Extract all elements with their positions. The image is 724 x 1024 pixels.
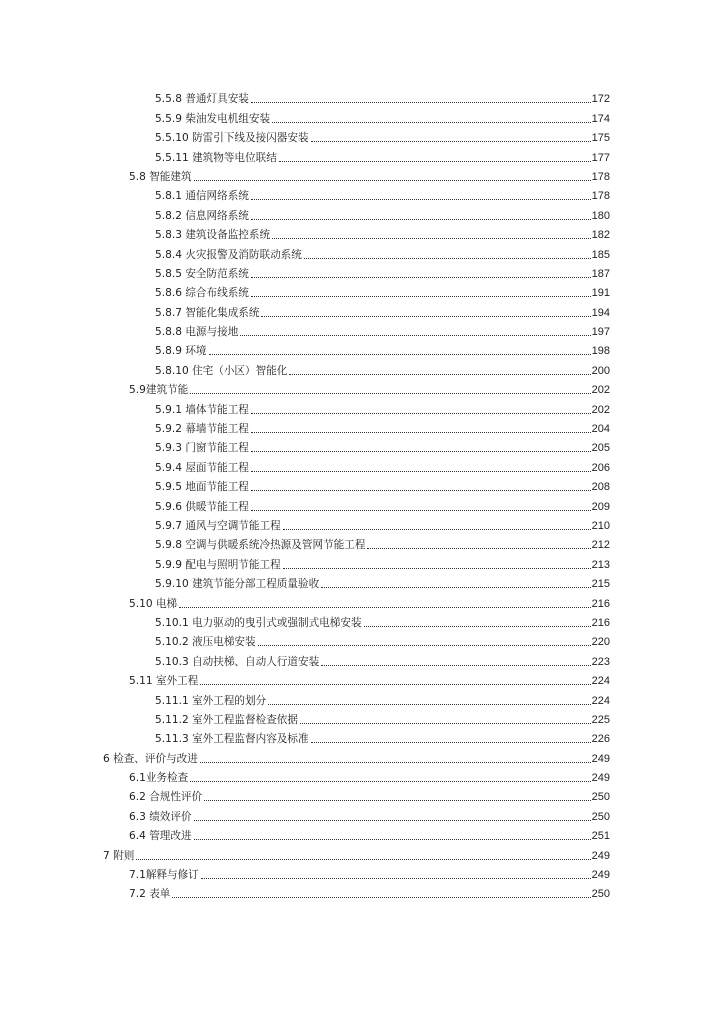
toc-entry[interactable] [155,727,610,746]
toc-leader-dots [304,258,591,259]
toc-entry-page-number: 224 [591,675,610,688]
toc-entry-label: 5.8.9 环境 [155,345,207,358]
toc-entry-label: 5.8.8 电源与接地 [155,326,239,339]
toc-entry-label: 5.9.1 墙体节能工程 [155,403,249,416]
toc-leader-dots [268,704,590,705]
toc-entry-label: 5.11.2 室外工程监督检查依据 [155,713,298,726]
toc-entry[interactable] [155,552,610,571]
toc-leader-dots [251,102,591,103]
toc-entry-label: 5.10.3 自动扶梯、自动人行道安装 [155,655,320,668]
toc-entry-label: 6.2 合规性评价 [129,791,203,804]
toc-entry-label: 5.8.4 火灾报警及消防联动系统 [155,248,302,261]
toc-entry[interactable] [129,785,610,804]
toc-leader-dots [279,161,591,162]
toc-leader-dots [251,219,591,220]
toc-entry-label: 5.8.6 综合布线系统 [155,287,249,300]
toc-leader-dots [251,510,591,511]
toc-entry-label: 5.9.5 地面节能工程 [155,481,249,494]
toc-entry[interactable] [155,688,610,707]
toc-entry[interactable] [155,630,610,649]
toc-entry-page-number: 182 [591,229,610,242]
toc-leader-dots [209,354,591,355]
toc-entry-page-number: 200 [591,364,610,377]
toc-entry-page-number: 251 [591,830,610,843]
toc-entry[interactable] [155,87,610,106]
toc-entry-page-number: 226 [591,733,610,746]
toc-entry[interactable] [103,843,610,862]
toc-entry-page-number: 216 [591,616,610,629]
toc-entry[interactable] [155,436,610,455]
toc-leader-dots [240,335,590,336]
toc-entry-page-number: 185 [591,248,610,261]
toc-entry[interactable] [155,611,610,630]
toc-entry-page-number: 208 [591,481,610,494]
toc-entry-label: 5.5.11 建筑物等电位联结 [155,151,277,164]
toc-entry-label: 5.9.3 门窗节能工程 [155,442,249,455]
toc-entry-label: 5.11.1 室外工程的划分 [155,694,267,707]
toc-entry-page-number: 220 [591,636,610,649]
toc-entry-label: 5.11 室外工程 [129,675,199,688]
toc-entry[interactable] [155,145,610,164]
toc-leader-dots [261,316,590,317]
toc-entry[interactable] [129,378,610,397]
toc-entry-page-number: 215 [591,578,610,591]
toc-entry-page-number: 209 [591,500,610,513]
toc-entry[interactable] [155,339,610,358]
toc-leader-dots [194,820,591,821]
toc-entry[interactable] [103,746,610,765]
toc-entry-page-number: 180 [591,209,610,222]
toc-entry[interactable] [155,106,610,125]
toc-entry-label: 5.9.9 配电与照明节能工程 [155,558,281,571]
toc-entry-label: 5.9.6 供暖节能工程 [155,500,249,513]
toc-leader-dots [136,859,590,860]
toc-entry-label: 5.9.7 通风与空调节能工程 [155,519,281,532]
toc-leader-dots [321,587,590,588]
toc-leader-dots [204,800,590,801]
toc-entry-page-number: 194 [591,306,610,319]
toc-entry[interactable] [155,494,610,513]
toc-entry[interactable] [155,262,610,281]
toc-entry-page-number: 223 [591,655,610,668]
toc-entry[interactable] [155,203,610,222]
toc-entry[interactable] [155,320,610,339]
toc-entry[interactable] [129,804,610,823]
toc-leader-dots [251,199,591,200]
toc-entry[interactable] [155,397,610,416]
toc-entry-label: 5.8.2 信息网络系统 [155,209,249,222]
toc-entry[interactable] [155,126,610,145]
table-of-contents [0,87,724,901]
toc-entry-page-number: 213 [591,558,610,571]
toc-entry[interactable] [155,572,610,591]
toc-entry[interactable] [155,533,610,552]
toc-leader-dots [251,490,591,491]
toc-leader-dots [200,762,591,763]
toc-entry-page-number: 224 [591,694,610,707]
toc-entry-page-number: 249 [591,869,610,882]
toc-entry-label: 5.9.2 幕墙节能工程 [155,423,249,436]
toc-entry-label: 7.1解释与修订 [129,869,199,882]
toc-entry-label: 6.3 绩效评价 [129,810,192,823]
toc-leader-dots [194,180,591,181]
toc-entry[interactable] [129,863,610,882]
toc-entry[interactable] [129,591,610,610]
toc-entry-page-number: 175 [591,132,610,145]
toc-leader-dots [194,839,591,840]
toc-entry-label: 6.1业务检查 [129,772,189,785]
toc-entry-page-number: 216 [591,597,610,610]
toc-leader-dots [200,684,590,685]
toc-leader-dots [251,296,591,297]
toc-entry-label: 5.8.1 通信网络系统 [155,190,249,203]
toc-entry-page-number: 205 [591,442,610,455]
toc-entry-label: 6.4 管理改进 [129,830,192,843]
toc-entry-page-number: 250 [591,810,610,823]
toc-entry-label: 5.10.1 电力驱动的曳引式或强制式电梯安装 [155,616,362,629]
toc-entry-label: 5.10.2 液压电梯安装 [155,636,256,649]
toc-entry[interactable] [129,766,610,785]
toc-entry[interactable] [155,514,610,533]
toc-leader-dots [172,897,590,898]
toc-entry-label: 5.11.3 室外工程监督内容及标准 [155,733,309,746]
toc-leader-dots [311,141,591,142]
toc-entry-page-number: 177 [591,151,610,164]
toc-leader-dots [283,568,591,569]
toc-entry-page-number: 197 [591,326,610,339]
toc-leader-dots [190,781,590,782]
toc-entry-page-number: 191 [591,287,610,300]
toc-entry-label: 7.2 表单 [129,888,171,901]
toc-entry-page-number: 202 [591,403,610,416]
toc-entry-label: 5.5.9 柴油发电机组安装 [155,112,271,125]
toc-leader-dots [283,529,591,530]
toc-leader-dots [251,277,591,278]
toc-entry[interactable] [155,708,610,727]
toc-entry[interactable] [155,242,610,261]
toc-leader-dots [251,471,591,472]
toc-leader-dots [201,878,591,879]
toc-entry-page-number: 249 [591,849,610,862]
toc-leader-dots [364,626,591,627]
toc-leader-dots [272,238,591,239]
toc-entry-page-number: 225 [591,713,610,726]
toc-entry-page-number: 250 [591,888,610,901]
toc-entry-label: 5.9.10 建筑节能分部工程质量验收 [155,578,320,591]
toc-entry-page-number: 172 [591,93,610,106]
toc-entry-page-number: 178 [591,190,610,203]
toc-entry-label: 7 附则 [103,849,135,862]
toc-entry[interactable] [155,281,610,300]
toc-entry-label: 5.9建筑节能 [129,384,189,397]
toc-entry-label: 5.8.5 安全防范系统 [155,267,249,280]
toc-entry[interactable] [129,882,610,901]
toc-entry[interactable] [155,184,610,203]
toc-entry-label: 5.9.8 空调与供暖系统冷热源及管网节能工程 [155,539,366,552]
toc-entry-label: 5.8.7 智能化集成系统 [155,306,260,319]
toc-entry-label: 6 检查、评价与改进 [103,752,198,765]
toc-leader-dots [190,393,590,394]
toc-entry[interactable] [129,824,610,843]
toc-entry[interactable] [155,455,610,474]
toc-entry[interactable] [155,358,610,377]
toc-entry-page-number: 249 [591,772,610,785]
toc-entry[interactable] [155,417,610,436]
toc-leader-dots [258,645,591,646]
toc-entry-page-number: 178 [591,170,610,183]
toc-entry-label: 5.5.10 防雷引下线及接闪器安装 [155,132,309,145]
toc-entry-label: 5.8.10 住宅（小区）智能化 [155,364,288,377]
toc-entry-page-number: 204 [591,423,610,436]
toc-entry-page-number: 249 [591,752,610,765]
toc-entry[interactable] [129,165,610,184]
toc-entry-page-number: 198 [591,345,610,358]
toc-entry-page-number: 174 [591,112,610,125]
toc-leader-dots [272,122,591,123]
toc-entry-label: 5.9.4 屋面节能工程 [155,461,249,474]
toc-entry[interactable] [155,649,610,668]
toc-entry-label: 5.8.3 建筑设备监控系统 [155,229,271,242]
toc-entry-page-number: 202 [591,384,610,397]
toc-entry[interactable] [155,223,610,242]
toc-entry-label: 5.8 智能建筑 [129,170,192,183]
toc-entry-page-number: 187 [591,267,610,280]
toc-leader-dots [367,548,590,549]
toc-leader-dots [289,374,590,375]
toc-leader-dots [179,607,590,608]
toc-entry[interactable] [129,669,610,688]
toc-entry[interactable] [155,300,610,319]
toc-entry-page-number: 212 [591,539,610,552]
toc-leader-dots [251,451,591,452]
toc-entry-label: 5.10 电梯 [129,597,178,610]
toc-leader-dots [251,413,591,414]
toc-entry[interactable] [155,475,610,494]
toc-entry-page-number: 250 [591,791,610,804]
toc-leader-dots [311,742,591,743]
toc-entry-label: 5.5.8 普通灯具安装 [155,93,249,106]
toc-leader-dots [321,665,590,666]
toc-entry-page-number: 206 [591,461,610,474]
toc-leader-dots [300,723,591,724]
toc-entry-page-number: 210 [591,519,610,532]
toc-leader-dots [251,432,591,433]
